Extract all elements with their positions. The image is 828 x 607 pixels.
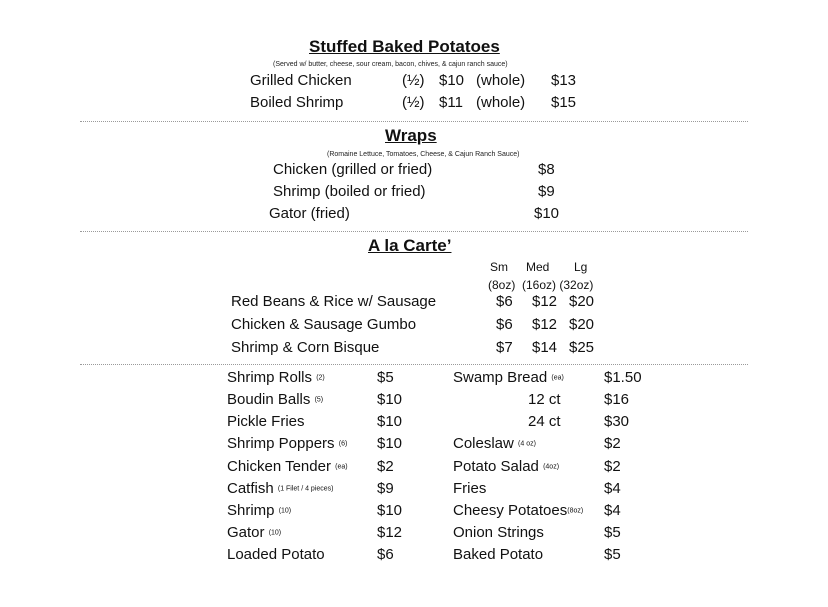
whole-size-label: (whole) xyxy=(476,72,526,89)
menu-item-price: $6 xyxy=(377,546,394,563)
menu-item-name: Shrimp Rolls (2) xyxy=(227,369,325,386)
price-sm: $7 xyxy=(496,339,513,356)
menu-item-price: $5 xyxy=(377,369,394,386)
menu-item-price: $2 xyxy=(377,458,394,475)
menu-item-price: $16 xyxy=(604,391,630,408)
menu-item-name: Boiled Shrimp xyxy=(250,94,344,111)
menu-item-qty: (4oz) xyxy=(543,463,560,471)
menu-item-name: Shrimp & Corn Bisque xyxy=(231,339,380,356)
section-divider xyxy=(80,364,748,365)
alacarte-title: A la Carte’ xyxy=(368,236,452,255)
menu-item-name: Pickle Fries xyxy=(227,413,305,430)
menu-item-name: Potato Salad (4oz) xyxy=(453,458,560,475)
menu-item-price: $8 xyxy=(538,161,555,178)
menu-item-qty: (10) xyxy=(278,507,292,515)
wraps-title: Wraps xyxy=(385,126,437,145)
menu-item-price: $10 xyxy=(377,413,403,430)
menu-item-name: Gator (10) xyxy=(227,524,282,541)
price-lg: $20 xyxy=(569,316,595,333)
menu-item-qty: (2) xyxy=(316,374,325,382)
menu-item-name: Gator (fried) xyxy=(269,205,350,222)
menu-item-name: Onion Strings xyxy=(453,524,544,541)
menu-item-price: $5 xyxy=(604,546,621,563)
menu-item-price: $10 xyxy=(377,502,403,519)
menu-item-name: Fries xyxy=(453,480,487,497)
price-lg: $25 xyxy=(569,339,595,356)
menu-item-name: Shrimp (boiled or fried) xyxy=(273,183,426,200)
price-med: $14 xyxy=(532,339,558,356)
whole-price: $13 xyxy=(551,72,577,89)
menu-item-name: Swamp Bread (ea) xyxy=(453,369,564,386)
size-oz-header: (8oz) (16oz) (32oz) xyxy=(488,278,594,292)
menu-item-name: 24 ct xyxy=(528,413,561,430)
menu-item-name: Chicken & Sausage Gumbo xyxy=(231,316,417,333)
menu-item-price: $30 xyxy=(604,413,630,430)
menu-item-name: Coleslaw (4 oz) xyxy=(453,435,536,452)
menu-item-name: Baked Potato xyxy=(453,546,544,563)
menu-item-name: Red Beans & Rice w/ Sausage xyxy=(231,293,437,310)
half-price: $10 xyxy=(439,72,465,89)
menu-item-name: Loaded Potato xyxy=(227,546,325,563)
menu-item-price: $1.50 xyxy=(604,369,642,386)
menu-item-price: $12 xyxy=(377,524,403,541)
menu-item-price: $9 xyxy=(377,480,394,497)
price-sm: $6 xyxy=(496,316,513,333)
menu-item-name: Cheesy Potatoes(8oz) xyxy=(453,502,584,519)
menu-item-price: $4 xyxy=(604,502,621,519)
menu-item-qty: (1 Filet / 4 pieces) xyxy=(277,485,334,493)
price-sm: $6 xyxy=(496,293,513,310)
menu-item-qty: (8oz) xyxy=(567,507,584,515)
size-header-lg: Lg xyxy=(574,260,588,274)
menu-item-name: Shrimp Poppers (6) xyxy=(227,435,348,452)
price-med: $12 xyxy=(532,293,558,310)
size-header-sm: Sm xyxy=(490,260,508,274)
whole-size-label: (whole) xyxy=(476,94,526,111)
section-divider xyxy=(80,231,748,232)
menu-item-price: $10 xyxy=(377,435,403,452)
section-divider xyxy=(80,121,748,122)
menu-item-price: $9 xyxy=(538,183,555,200)
whole-price: $15 xyxy=(551,94,577,111)
half-size-label: (½) xyxy=(402,94,425,111)
menu-item-price: $10 xyxy=(377,391,403,408)
menu-item-name: Shrimp (10) xyxy=(227,502,292,519)
menu-item-name: Chicken (grilled or fried) xyxy=(273,161,433,178)
menu-item-name: Chicken Tender (ea) xyxy=(227,458,348,475)
size-header-med: Med xyxy=(526,260,550,274)
menu-item-price: $10 xyxy=(534,205,560,222)
menu-item-qty: (10) xyxy=(268,529,282,537)
menu-item-qty: (5) xyxy=(314,396,324,404)
price-lg: $20 xyxy=(569,293,595,310)
half-price: $11 xyxy=(439,94,463,111)
menu-item-price: $2 xyxy=(604,435,621,452)
menu-item-qty: (6) xyxy=(338,440,348,448)
menu-item-price: $5 xyxy=(604,524,621,541)
menu-item-name: Catfish (1 Filet / 4 pieces) xyxy=(227,480,334,497)
stuffed-potatoes-title: Stuffed Baked Potatoes xyxy=(309,37,500,56)
menu-item-name: Boudin Balls (5) xyxy=(227,391,324,408)
menu-item-name: Grilled Chicken xyxy=(250,72,352,89)
menu-item-qty: (ea) xyxy=(335,463,348,471)
menu-item-name: 12 ct xyxy=(528,391,561,408)
wraps-note: (Romaine Lettuce, Tomatoes, Cheese, & Cajun Ranch Sauce) xyxy=(327,151,520,158)
price-med: $12 xyxy=(532,316,558,333)
menu-item-price: $4 xyxy=(604,480,621,497)
stuffed-potatoes-note: (Served w/ butter, cheese, sour cream, bacon, chives, & cajun ranch sauce) xyxy=(273,61,508,68)
half-size-label: (½) xyxy=(402,72,425,89)
menu-item-qty: (4 oz) xyxy=(518,440,536,448)
menu-item-qty: (ea) xyxy=(551,374,564,382)
menu-item-price: $2 xyxy=(604,458,621,475)
